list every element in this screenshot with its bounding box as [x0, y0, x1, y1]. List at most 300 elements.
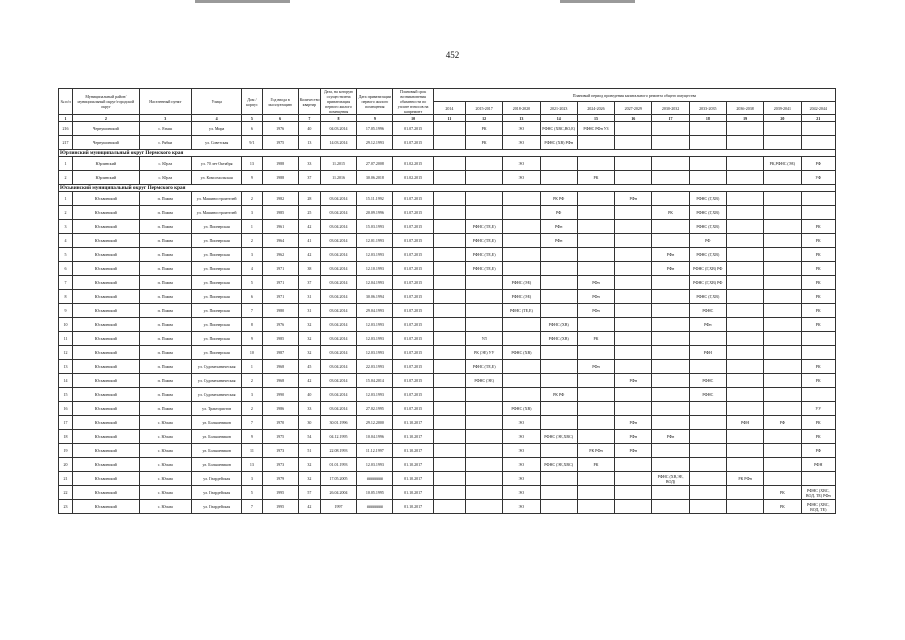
date-status-cell: 03.04.2014	[320, 206, 356, 220]
col-header-period: 2033-2035	[689, 102, 726, 115]
col-header-period: 2021-2023	[540, 102, 577, 115]
house-cell: 3	[242, 206, 262, 220]
period-cell	[652, 290, 689, 304]
period-cell	[577, 220, 614, 234]
column-number: 11	[433, 115, 465, 122]
period-cell	[764, 458, 801, 472]
year-built-cell: 1971	[262, 276, 298, 290]
date-status-cell: 03.04.2014	[320, 346, 356, 360]
row-number: 7	[59, 276, 73, 290]
street-cell: ул. Большевиков	[191, 416, 241, 430]
period-cell: РК РФн	[726, 472, 763, 486]
period-cell: РК	[764, 486, 801, 500]
table-row	[59, 346, 836, 360]
row-number: 10	[59, 318, 73, 332]
period-cell	[433, 458, 465, 472]
period-cell	[652, 402, 689, 416]
period-cell: РФНС (ХВ)	[503, 402, 540, 416]
period-cell: РФн	[540, 220, 577, 234]
period-cell	[726, 318, 763, 332]
period-cell	[689, 430, 726, 444]
date-privatization-cell: 10.05.1995	[357, 486, 393, 500]
street-cell: ул. Пионерская	[191, 346, 241, 360]
period-cell: ЭО	[503, 486, 540, 500]
table-row	[59, 136, 836, 150]
period-cell: РК РФн	[577, 444, 614, 458]
planned-term-cell: 01.10.2017	[393, 486, 433, 500]
apartments-cell: 32	[298, 332, 320, 346]
period-cell	[503, 318, 540, 332]
period-cell: РК	[801, 318, 835, 332]
municipality-cell: Юсьвинский	[73, 444, 140, 458]
period-cell: РФ	[801, 157, 835, 171]
period-cell	[615, 248, 652, 262]
period-cell	[433, 234, 465, 248]
period-cell: ЭО	[503, 430, 540, 444]
period-cell	[689, 157, 726, 171]
year-built-cell: 1975	[262, 136, 298, 150]
period-cell	[577, 346, 614, 360]
apartments-cell: 51	[298, 444, 320, 458]
period-cell: РК,РФНС (ЭЕ)	[764, 157, 801, 171]
period-cell	[652, 360, 689, 374]
row-number: 4	[59, 234, 73, 248]
period-cell	[540, 444, 577, 458]
date-privatization-cell: 12.10.1993	[357, 262, 393, 276]
period-cell	[433, 206, 465, 220]
period-cell	[689, 171, 726, 185]
house-cell: 3	[242, 472, 262, 486]
period-cell: РК РФ	[540, 192, 577, 206]
period-cell: УФ	[801, 171, 835, 185]
period-cell: РФНС (ХВС,ВО,Е)	[540, 122, 577, 136]
house-cell: 6	[242, 290, 262, 304]
street-cell: ул. Пионерская	[191, 234, 241, 248]
period-cell	[433, 430, 465, 444]
street-cell: ул. Советская	[191, 136, 241, 150]
date-privatization-cell: 22.03.1993	[357, 360, 393, 374]
street-cell: ул. Пионерская	[191, 332, 241, 346]
date-status-cell: 03.04.2014	[320, 290, 356, 304]
date-status-cell: 11.2015	[320, 157, 356, 171]
year-built-cell: 1971	[262, 290, 298, 304]
period-cell	[801, 472, 835, 486]
period-cell	[689, 332, 726, 346]
period-cell: РФ	[540, 206, 577, 220]
col-header-period: 2036-2038	[726, 102, 763, 115]
municipality-cell: Юсьвинский	[73, 346, 140, 360]
municipality-cell: Чернушинский	[73, 136, 140, 150]
house-cell: 9	[242, 430, 262, 444]
period-cell: УУ	[801, 402, 835, 416]
settlement-cell: п. Пожва	[139, 332, 191, 346]
column-number: 21	[801, 115, 835, 122]
date-privatization-cell: 12.03.1993	[357, 388, 393, 402]
date-privatization-cell: 10.04.1996	[357, 430, 393, 444]
period-cell	[577, 234, 614, 248]
period-cell	[652, 220, 689, 234]
period-cell: РК	[801, 304, 835, 318]
column-number: 9	[357, 115, 393, 122]
col-header-period-group: Плановый период проведения капитального ремонта общего имущества	[433, 89, 835, 102]
period-cell	[503, 234, 540, 248]
year-built-cell: 1975	[262, 430, 298, 444]
date-status-cell: 03.04.2014	[320, 360, 356, 374]
planned-term-cell: 01.07.2015	[393, 206, 433, 220]
table-row	[59, 430, 836, 444]
municipality-cell: Юсьвинский	[73, 290, 140, 304]
period-cell	[503, 206, 540, 220]
period-cell: РФНС (ЭЕ)	[503, 276, 540, 290]
period-cell	[689, 500, 726, 514]
settlement-cell: с. Юсьва	[139, 500, 191, 514]
apartments-cell: 41	[298, 234, 320, 248]
date-privatization-cell: 15.04.2014	[357, 374, 393, 388]
period-cell: РФНС (Г,ХВ) РФ	[689, 262, 726, 276]
house-cell: 13	[242, 458, 262, 472]
period-cell	[433, 444, 465, 458]
apartments-cell: 45	[298, 360, 320, 374]
period-cell	[652, 458, 689, 472]
table-row	[59, 290, 836, 304]
period-cell	[764, 248, 801, 262]
period-cell	[801, 346, 835, 360]
date-status-cell: 26.04.2004	[320, 486, 356, 500]
period-cell	[689, 444, 726, 458]
period-cell: ЭО	[503, 136, 540, 150]
apartments-cell: 57	[298, 486, 320, 500]
house-cell: 9/1	[242, 136, 262, 150]
period-cell	[577, 500, 614, 514]
settlement-cell: п. Пожва	[139, 360, 191, 374]
date-status-cell: 03.04.2014	[320, 220, 356, 234]
period-cell	[433, 136, 465, 150]
period-cell: РФн	[689, 318, 726, 332]
period-cell	[577, 402, 614, 416]
house-cell: 11	[242, 444, 262, 458]
date-status-cell: 03.04.2014	[320, 248, 356, 262]
apartments-cell: 30	[298, 416, 320, 430]
period-cell: ЭО	[503, 458, 540, 472]
date-privatization-cell: 15.03.1993	[357, 220, 393, 234]
settlement-cell: п. Пожва	[139, 192, 191, 206]
period-cell	[801, 122, 835, 136]
date-privatization-cell: 30.06.1994	[357, 290, 393, 304]
apartments-cell: 28	[298, 192, 320, 206]
row-number: 19	[59, 444, 73, 458]
municipality-cell: Юсьвинский	[73, 318, 140, 332]
period-cell: РФн	[652, 262, 689, 276]
column-number: 20	[764, 115, 801, 122]
table-row	[59, 486, 836, 500]
period-cell: РК	[801, 262, 835, 276]
apartments-cell: 33	[298, 402, 320, 416]
date-status-cell: 01.01.1993	[320, 458, 356, 472]
year-built-cell: 1982	[262, 192, 298, 206]
planned-term-cell: 01.07.2015	[393, 234, 433, 248]
planned-term-cell: 01.07.2015	[393, 318, 433, 332]
column-number: 17	[652, 115, 689, 122]
planned-term-cell: 01.02.2015	[393, 171, 433, 185]
period-cell	[503, 192, 540, 206]
planned-term-cell: 01.10.2017	[393, 500, 433, 514]
table-row	[59, 388, 836, 402]
date-privatization-cell: 20.09.1996	[357, 206, 393, 220]
period-cell	[764, 262, 801, 276]
period-cell	[433, 192, 465, 206]
column-number: 5	[242, 115, 262, 122]
period-cell	[540, 486, 577, 500]
settlement-cell: с. Юсьва	[139, 430, 191, 444]
table-header	[59, 89, 836, 122]
column-number: 19	[726, 115, 763, 122]
year-built-cell: 1995	[262, 500, 298, 514]
period-cell: РФНС (Г,ХВ)	[689, 248, 726, 262]
period-cell	[726, 486, 763, 500]
col-header-period: 2018-2020	[503, 102, 540, 115]
municipality-cell: Юсьвинский	[73, 430, 140, 444]
year-built-cell: 1987	[262, 346, 298, 360]
row-number: 8	[59, 290, 73, 304]
col-header-settlement: Населенный пункт	[139, 89, 191, 115]
period-cell: РФ	[764, 416, 801, 430]
period-cell: РФн	[577, 304, 614, 318]
settlement-cell: п. Пожва	[139, 318, 191, 332]
table-row	[59, 220, 836, 234]
date-status-cell: 17.05.2005	[320, 472, 356, 486]
period-cell: РФНС (Г,ХВ)	[689, 290, 726, 304]
period-cell: РК	[801, 360, 835, 374]
period-cell	[615, 388, 652, 402]
period-cell	[433, 157, 465, 171]
col-header-period: 2014	[433, 102, 465, 115]
period-cell	[615, 171, 652, 185]
table-row	[59, 402, 836, 416]
street-cell: ул. Гвардейская	[191, 486, 241, 500]
column-number: 14	[540, 115, 577, 122]
period-cell: РФн	[577, 276, 614, 290]
settlement-cell: п. Пожва	[139, 388, 191, 402]
period-cell	[801, 136, 835, 150]
period-cell	[465, 276, 502, 290]
date-privatization-cell: 12.03.1993	[357, 346, 393, 360]
period-cell	[726, 360, 763, 374]
year-built-cell: 1973	[262, 458, 298, 472]
year-built-cell: 1970	[262, 416, 298, 430]
section-header-row	[59, 150, 836, 157]
period-cell	[465, 304, 502, 318]
apartments-cell: 54	[298, 430, 320, 444]
house-cell: 6	[242, 122, 262, 136]
period-cell	[465, 157, 502, 171]
municipality-cell: Юсьвинский	[73, 472, 140, 486]
date-status-cell: 03.04.2014	[320, 402, 356, 416]
period-cell	[615, 157, 652, 171]
year-built-cell: 1962	[262, 248, 298, 262]
planned-term-cell: 01.07.2015	[393, 304, 433, 318]
period-cell	[433, 388, 465, 402]
period-cell: РФНС (ТЕ,Е)	[465, 248, 502, 262]
period-cell	[577, 192, 614, 206]
period-cell	[726, 444, 763, 458]
apartments-cell: 25	[298, 206, 320, 220]
period-cell	[540, 374, 577, 388]
street-cell: ул. Машиностроителей	[191, 192, 241, 206]
column-number: 1	[59, 115, 73, 122]
period-cell	[503, 360, 540, 374]
year-built-cell: 1990	[262, 388, 298, 402]
year-built-cell: 1973	[262, 444, 298, 458]
period-cell: РФНС	[689, 374, 726, 388]
period-cell	[465, 430, 502, 444]
period-cell	[540, 248, 577, 262]
municipality-cell: Юсьвинский	[73, 220, 140, 234]
period-cell	[615, 318, 652, 332]
date-privatization-cell: 30.06.2018	[357, 171, 393, 185]
period-cell	[615, 486, 652, 500]
house-cell: 4	[242, 262, 262, 276]
table-row	[59, 171, 836, 185]
municipality-cell: Чернушинский	[73, 122, 140, 136]
settlement-cell: п. Пожва	[139, 248, 191, 262]
year-built-cell: 1976	[262, 122, 298, 136]
planned-term-cell: 01.10.2017	[393, 416, 433, 430]
apartments-cell: 42	[298, 248, 320, 262]
period-cell: РФн	[615, 444, 652, 458]
settlement-cell: п. Пожва	[139, 262, 191, 276]
year-built-cell: 1968	[262, 360, 298, 374]
planned-term-cell: 01.07.2015	[393, 192, 433, 206]
period-cell	[764, 472, 801, 486]
house-cell: 7	[242, 416, 262, 430]
apartments-cell: 40	[298, 388, 320, 402]
period-cell	[540, 304, 577, 318]
date-privatization-cell: 29.12.2000	[357, 416, 393, 430]
period-cell	[433, 500, 465, 514]
period-cell	[764, 374, 801, 388]
period-cell: ЭО	[503, 416, 540, 430]
period-cell	[764, 136, 801, 150]
date-status-cell: 04.03.2014	[320, 122, 356, 136]
date-status-cell: 14.03.2014	[320, 136, 356, 150]
col-header-period: 2030-2032	[652, 102, 689, 115]
period-cell: РФНС (Г,ХВ) РФ	[689, 276, 726, 290]
apartments-cell: 32	[298, 346, 320, 360]
period-cell: ЭО	[503, 171, 540, 185]
period-cell	[652, 171, 689, 185]
street-cell: ул. Гвардейская	[191, 500, 241, 514]
period-cell	[615, 276, 652, 290]
period-cell	[433, 304, 465, 318]
period-cell	[540, 500, 577, 514]
settlement-cell: п. Пожва	[139, 206, 191, 220]
section-title: Юсьвинский муниципальный округ Пермского края	[59, 185, 836, 192]
period-cell	[764, 430, 801, 444]
period-cell: РФНС (ХВ)	[540, 318, 577, 332]
street-cell: ул. Судомеханическая	[191, 360, 241, 374]
period-cell	[540, 360, 577, 374]
street-cell: ул. Пионерская	[191, 304, 241, 318]
period-cell	[652, 318, 689, 332]
house-cell: 2	[242, 402, 262, 416]
period-cell: РФНС (Г,ХВ)	[689, 206, 726, 220]
period-cell: РК РФ	[540, 388, 577, 402]
period-cell: РФн	[615, 374, 652, 388]
period-cell: РФн	[652, 430, 689, 444]
col-header-house: Дом / корпус	[242, 89, 262, 115]
street-cell: ул. Гвардейская	[191, 472, 241, 486]
column-number: 4	[191, 115, 241, 122]
municipality-cell: Юсьвинский	[73, 304, 140, 318]
settlement-cell: п. Пожва	[139, 346, 191, 360]
date-status-cell: 03.04.2014	[320, 374, 356, 388]
row-number: 21	[59, 472, 73, 486]
street-cell: ул. Судомеханическая	[191, 388, 241, 402]
period-cell	[577, 430, 614, 444]
period-cell	[764, 402, 801, 416]
settlement-cell: с. Юсьва	[139, 458, 191, 472]
period-cell	[577, 388, 614, 402]
settlement-cell: с. Юрла	[139, 171, 191, 185]
period-cell	[615, 472, 652, 486]
period-cell	[503, 220, 540, 234]
period-cell: РК	[801, 416, 835, 430]
period-cell: РК	[652, 206, 689, 220]
period-cell: ЭО	[503, 500, 540, 514]
period-cell	[540, 416, 577, 430]
period-cell: РФНС (ХВ)	[503, 346, 540, 360]
period-cell	[652, 276, 689, 290]
settlement-cell: п. Пожва	[139, 402, 191, 416]
municipality-cell: Юсьвинский	[73, 276, 140, 290]
settlement-cell: с. Юсьва	[139, 416, 191, 430]
street-cell: ул. Большевиков	[191, 430, 241, 444]
period-cell	[689, 486, 726, 500]
planned-term-cell: 01.07.2015	[393, 276, 433, 290]
date-privatization-cell: ########	[357, 500, 393, 514]
period-cell	[615, 136, 652, 150]
street-cell: ул. Трактористов	[191, 402, 241, 416]
settlement-cell: п. Пожва	[139, 234, 191, 248]
planned-term-cell: 01.07.2015	[393, 220, 433, 234]
period-cell	[689, 472, 726, 486]
date-privatization-cell: ########	[357, 472, 393, 486]
column-number: 8	[320, 115, 356, 122]
period-cell	[465, 458, 502, 472]
settlement-cell: с. Юрла	[139, 157, 191, 171]
capital-repair-table	[58, 88, 836, 514]
house-cell: 5	[242, 486, 262, 500]
period-cell	[503, 248, 540, 262]
period-cell	[577, 374, 614, 388]
period-cell: РФНС (ХВС, ВОД, ТЕ) РФн	[801, 486, 835, 500]
planned-term-cell: 01.07.2015	[393, 402, 433, 416]
period-cell	[726, 206, 763, 220]
page-number: 452	[445, 50, 460, 60]
period-cell: РФНС (ТЕ,Е)	[465, 220, 502, 234]
date-privatization-cell: 12.03.1993	[357, 248, 393, 262]
period-cell	[764, 388, 801, 402]
col-header-period: 2042-2044	[801, 102, 835, 115]
settlement-cell: п. Пожва	[139, 290, 191, 304]
year-built-cell: 1988	[262, 157, 298, 171]
period-cell	[615, 206, 652, 220]
year-built-cell: 1980	[262, 304, 298, 318]
period-cell: РФНС (ТЕ,Е)	[465, 360, 502, 374]
period-cell	[465, 416, 502, 430]
municipality-cell: Юсьвинский	[73, 206, 140, 220]
period-cell: РФн	[615, 192, 652, 206]
